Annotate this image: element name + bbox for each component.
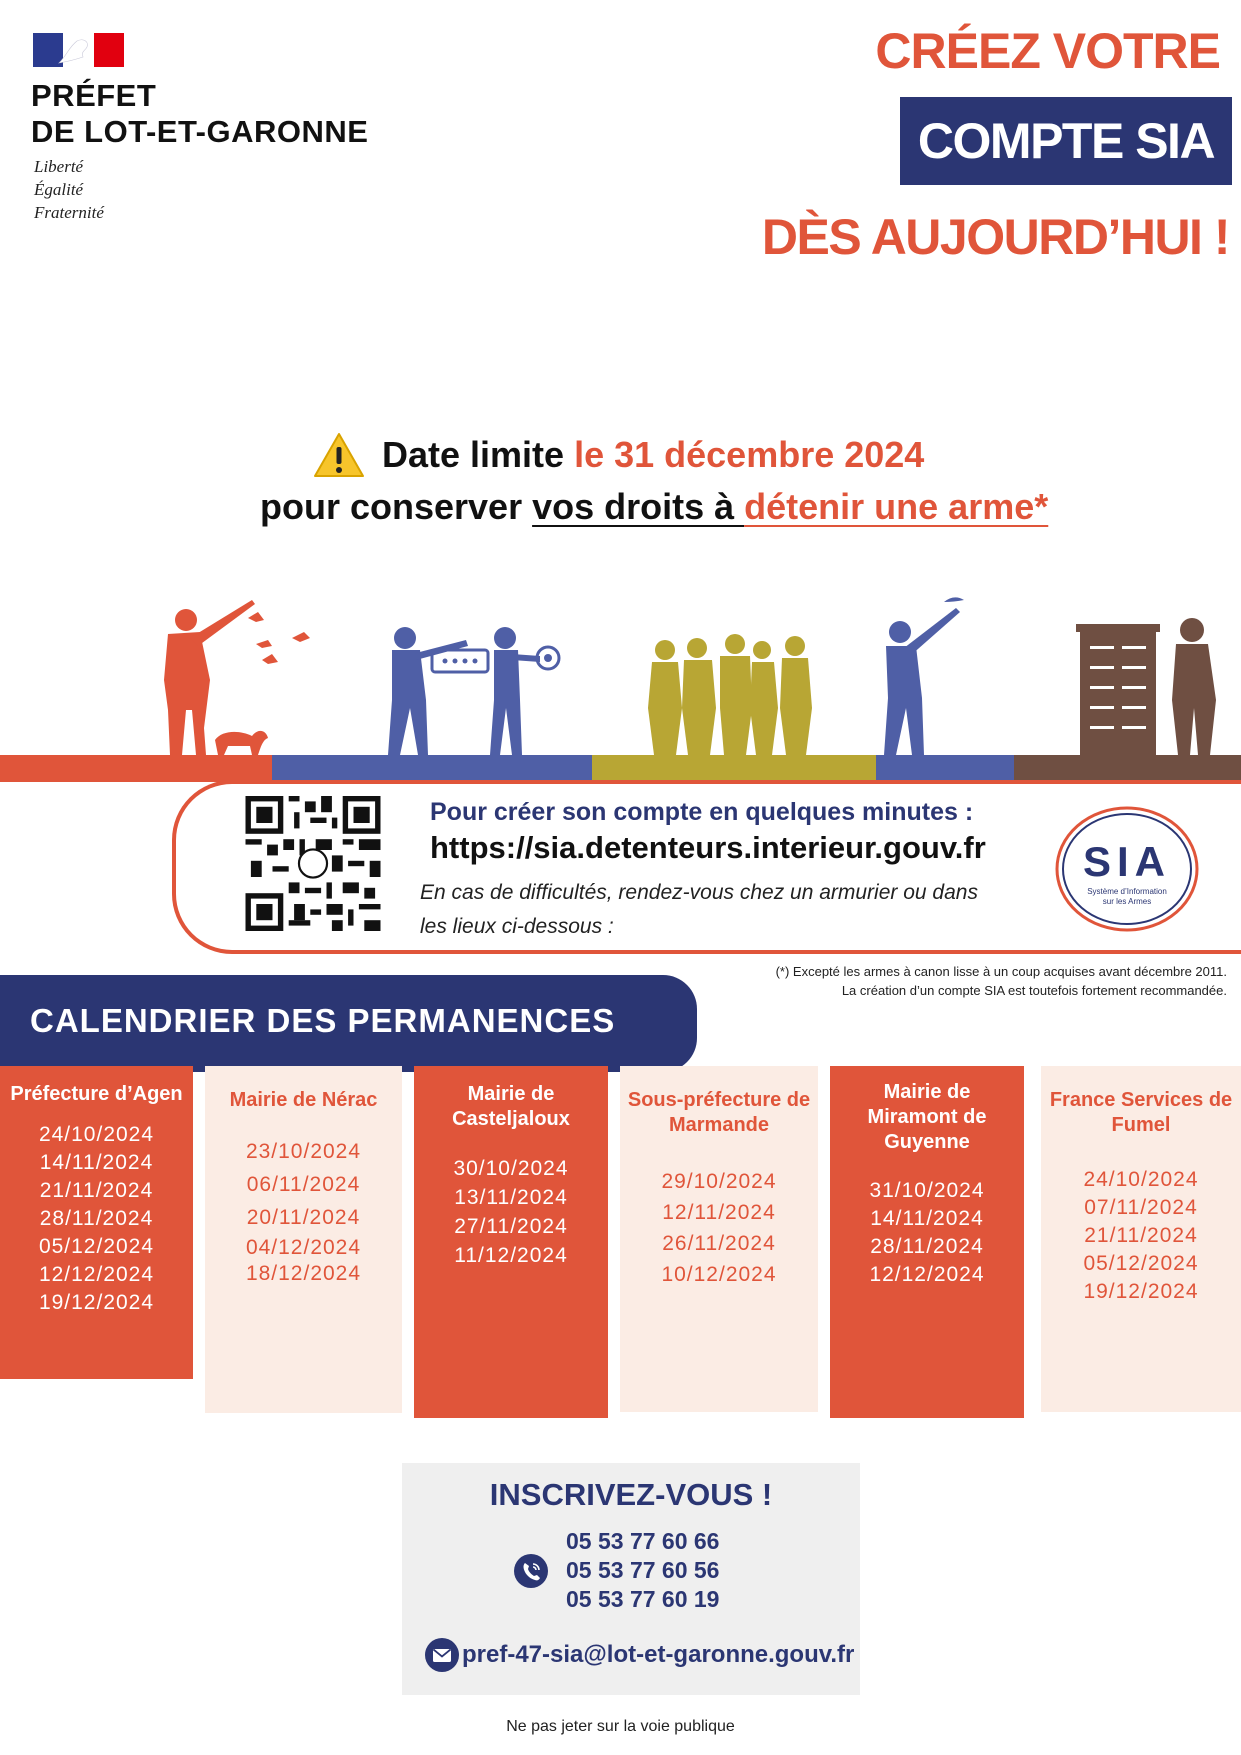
date-item: 04/12/2024 <box>245 1236 362 1259</box>
band-olive <box>592 755 876 782</box>
date-item: 10/12/2024 <box>661 1263 777 1286</box>
armory-silhouette <box>1076 618 1216 755</box>
hunter-silhouette <box>164 600 310 755</box>
date-item: 11/12/2024 <box>454 1244 568 1267</box>
column-title: Mairie de Nérac <box>229 1089 378 1111</box>
calendar-column-nerac <box>205 1066 402 1413</box>
info-intro: Pour créer son compte en quelques minutes : <box>430 798 974 826</box>
column-dates <box>414 1154 608 1270</box>
column-title: Sous-préfecture de Marmande <box>627 1089 811 1136</box>
calendar-column-casteljaloux <box>414 1066 608 1418</box>
trap-shooter-silhouette <box>884 597 964 755</box>
date-item: 05/12/2024 <box>38 1235 155 1258</box>
date-item: 28/11/2024 <box>870 1235 984 1258</box>
footnote <box>776 962 1227 1000</box>
date-item: 12/12/2024 <box>869 1263 985 1286</box>
info-help: En cas de difficultés, rendez-vous chez un armurier ou dans les lieux ci-dessous : <box>420 881 978 938</box>
date-item: 23/10/2024 <box>245 1140 362 1163</box>
sport-shooters-silhouette <box>388 627 559 755</box>
date-item: 24/10/2024 <box>1083 1168 1199 1191</box>
devise-fraternite: Fraternité <box>34 203 104 222</box>
date-item: 26/11/2024 <box>662 1232 776 1255</box>
devise-egalite: Égalité <box>34 180 84 199</box>
footnote-line-2: La création d’un compte SIA est toutefois fortement recommandée. <box>841 983 1227 998</box>
phone-number[interactable]: 05 53 77 60 19 <box>566 1586 720 1612</box>
footnote-line-1: (*) Excepté les armes à canon lisse à un coup acquises avant décembre 2011. <box>775 964 1227 979</box>
column-dates <box>830 1177 1024 1289</box>
headline-top: CRÉEZ VOTRE <box>875 23 1220 79</box>
devise <box>34 155 104 224</box>
phone-icon <box>514 1554 548 1588</box>
calendar-title: CALENDRIER DES PERMANENCES <box>30 1002 616 1039</box>
column-title: Préfecture d’Agen <box>10 1083 183 1105</box>
date-item: 07/11/2024 <box>1084 1196 1198 1219</box>
headline-box: COMPTE SIA <box>917 113 1215 169</box>
email-link[interactable]: pref-47-sia@lot-et-garonne.gouv.fr <box>462 1641 855 1668</box>
devise-liberte: Liberté <box>34 157 84 176</box>
date-item: 31/10/2024 <box>869 1179 985 1202</box>
marianne-flag-logo <box>33 33 124 67</box>
date-item: 05/12/2024 <box>1083 1252 1199 1275</box>
calendar-column-marmande <box>620 1066 818 1412</box>
calendar-column-miramont <box>830 1066 1024 1418</box>
date-item: 27/11/2024 <box>454 1215 568 1238</box>
phone-number[interactable]: 05 53 77 60 66 <box>566 1528 720 1554</box>
prefet-line-1: PRÉFET <box>31 78 157 113</box>
column-title: France Services de Fumel <box>1049 1089 1233 1136</box>
deadline-line-1 <box>382 434 924 476</box>
contact-title: INSCRIVEZ-VOUS ! <box>489 1477 773 1512</box>
deadline-line-2 <box>260 486 1048 528</box>
date-item: 29/10/2024 <box>661 1170 777 1193</box>
deadline-label: Date limite <box>382 434 575 475</box>
date-item: 06/11/2024 <box>246 1173 361 1196</box>
headline-bottom: DÈS AUJOURD’HUI ! <box>761 209 1229 265</box>
calendar-column-fumel <box>1041 1066 1241 1412</box>
info-url-link[interactable]: https://sia.detenteurs.interieur.gouv.fr <box>430 830 986 865</box>
band-blue-2 <box>876 755 1014 782</box>
band-blue-1 <box>272 755 592 782</box>
date-item: 20/11/2024 <box>246 1206 361 1229</box>
deadline-rights: vos droits à <box>532 486 745 527</box>
band-red <box>0 755 272 782</box>
date-item: 21/11/2024 <box>39 1179 154 1202</box>
column-title: Mairie de Casteljaloux <box>452 1083 570 1130</box>
phone-list <box>566 1527 719 1614</box>
date-item: 21/11/2024 <box>1084 1224 1198 1247</box>
calendar-column-agen <box>0 1066 193 1379</box>
date-item: 14/11/2024 <box>870 1207 984 1230</box>
date-item: 19/12/2024 <box>38 1291 155 1314</box>
prefet-line-2: DE LOT-ET-GARONNE <box>31 114 369 149</box>
band-brown <box>1014 755 1241 782</box>
date-item: 19/12/2024 <box>1083 1280 1199 1303</box>
column-title: Mairie de Miramont de Guyenne <box>867 1081 987 1153</box>
column-dates <box>0 1121 193 1317</box>
date-item: 30/10/2024 <box>453 1157 569 1180</box>
date-item: 14/11/2024 <box>39 1151 154 1174</box>
column-dates <box>205 1135 402 1286</box>
date-item: 28/11/2024 <box>39 1207 154 1230</box>
date-item: 12/11/2024 <box>662 1201 776 1224</box>
column-dates <box>1041 1166 1241 1306</box>
date-item: 18/12/2024 <box>245 1262 362 1285</box>
qr-code[interactable] <box>244 796 382 931</box>
warning-icon <box>313 432 365 478</box>
phone-number[interactable]: 05 53 77 60 56 <box>566 1557 720 1583</box>
prefet-title <box>31 78 368 150</box>
sia-logo-subtitle-1: Système d’Information <box>1087 887 1167 896</box>
deadline-date: le 31 décembre 2024 <box>574 434 925 475</box>
bottom-note: Ne pas jeter sur la voie publique <box>506 1718 735 1735</box>
column-dates <box>620 1166 818 1290</box>
sia-logo-text: SIA <box>1082 838 1172 885</box>
date-item: 13/11/2024 <box>454 1186 568 1209</box>
date-item: 12/12/2024 <box>38 1263 155 1286</box>
sia-logo-subtitle-2: sur les Armes <box>1102 897 1152 906</box>
sia-logo <box>1055 806 1199 932</box>
silhouettes-illustration <box>0 590 1241 782</box>
family-silhouette <box>648 634 812 755</box>
mail-icon <box>425 1638 459 1672</box>
deadline-text: pour conserver <box>260 486 533 527</box>
date-item: 24/10/2024 <box>38 1123 155 1146</box>
deadline-weapon: détenir une arme* <box>744 486 1049 527</box>
